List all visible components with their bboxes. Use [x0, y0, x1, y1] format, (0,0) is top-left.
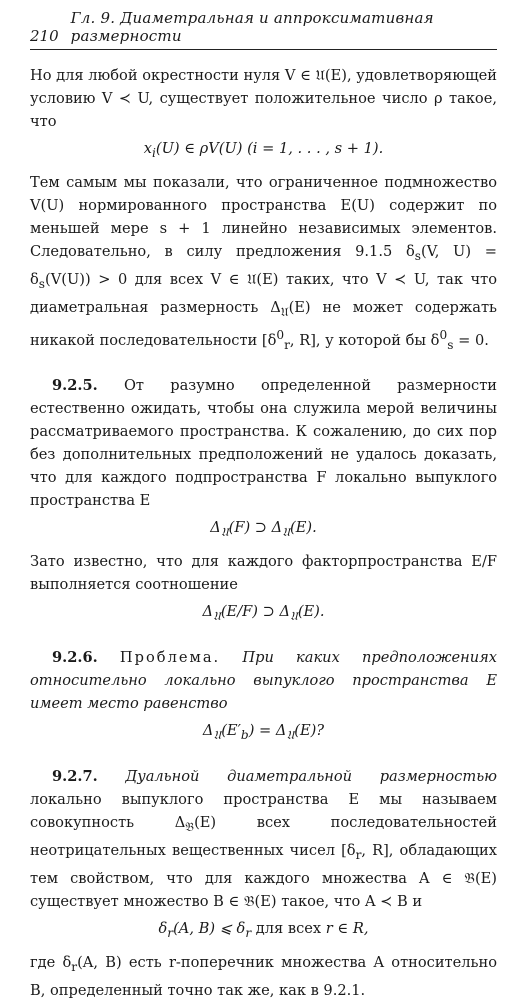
running-title: Гл. 9. Диаметральная и аппроксимативная размерности — [70, 9, 434, 45]
running-header — [30, 9, 497, 50]
section-9-2-5 — [30, 374, 497, 512]
formula-5: $\delta_r(A$, B) ⩽ $\delta_r$ для всех r ∈ R, — [158, 919, 369, 940]
definition-text: локально выпуклого пространства E мы называем совокупность $\Delta_𝔅(E)$ всех последовательностей неотрицательных вещественных чисел [$\delta_r$, R], обладающих тем свойством, что для каждого множества A ∈ 𝔅(E) существует множество B ∈ 𝔅(E) такое, что A ≺ B и — [30, 791, 498, 910]
section-number: 9.2.6. — [52, 649, 98, 667]
formula-3: $\Delta_𝔘(E/F)$ ⊃ $\Delta_𝔘(E)$. — [202, 603, 325, 624]
page-number: 210 — [30, 27, 59, 45]
section-text: От разумно определенной размерности естественно ожидать, чтобы она служила мерой величины рассматриваемого пространства. К сожалению, до сих пор без дополнительных предположений не удалось доказать, что для каждого подпространства F локально выпуклого пространства E — [30, 377, 497, 510]
paragraph-7: где $\delta_r(A$, B) есть r-поперечник множества A относительно B, определенный точно так же, как в 9.2.1. — [30, 953, 497, 999]
page-body — [30, 64, 497, 1002]
formula-2: $\Delta_𝔘(F)$ ⊃ $\Delta_𝔘(E)$. — [210, 519, 317, 540]
paragraph-4: Зато известно, что для каждого факторпространства E/F выполняется соотношение — [30, 553, 497, 594]
problem-text: При каких предположениях относительно локально выпуклого пространства E имеет место равенство — [30, 649, 498, 713]
section-9-2-7 — [30, 765, 497, 913]
formula-4: $\Delta_𝔘(E'_b) = \Delta_𝔘(E)$? — [202, 722, 325, 743]
section-number: 9.2.7. — [52, 768, 98, 786]
section-number: 9.2.5. — [52, 377, 98, 395]
formula-1: $x_i(U)$ ∈ ρV(U) (i = 1, . . . , s + 1). — [143, 140, 384, 160]
paragraph-1: Но для любой окрестности нуля V ∈ 𝔘(E), удовлетворяющей условию V ≺ U, существует положительное число ρ такое, что — [30, 67, 497, 130]
paragraph-2: Тем самым мы показали, что ограниченное подмножество V(U) нормированного пространства E(U) содержит по меньшей мере s + 1 линейно независимых элементов. Следовательно, в силу предложения 9.1.5 $\delta_s(V$, $U) = \delta_s(V(U)) > 0$ для всех V ∈ 𝔘(E) таких, что V ≺ U, так что диаметральная размерность $\Delta_𝔘(E)$ не может содержать никакой последовательности [$\delta^0_r$, R], у которой бы $\delta^0_s = 0$. — [30, 173, 497, 352]
problem-label: Проблема. — [119, 649, 221, 667]
defined-term: Дуальной диаметральной размерностью — [125, 768, 497, 786]
section-9-2-6 — [30, 646, 497, 715]
